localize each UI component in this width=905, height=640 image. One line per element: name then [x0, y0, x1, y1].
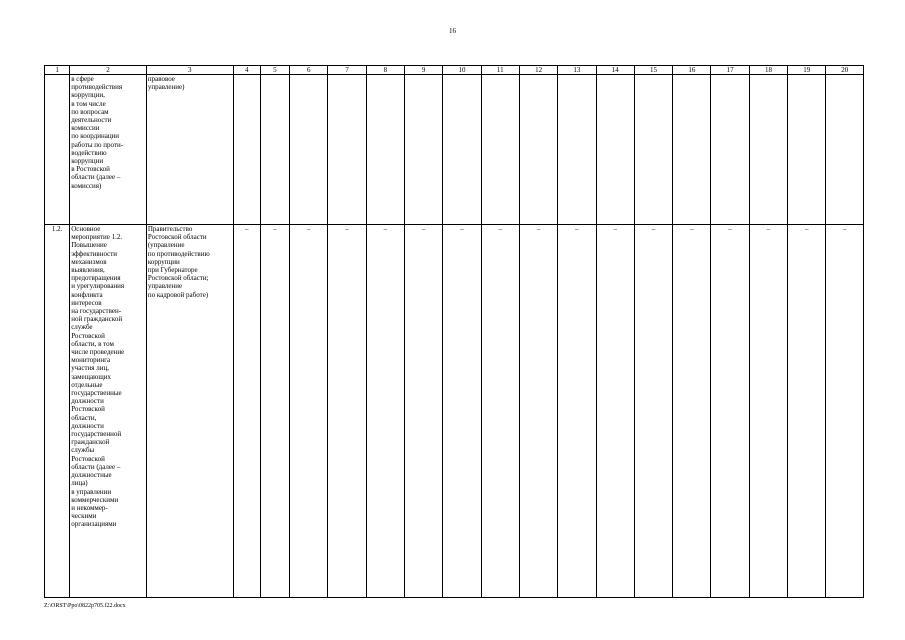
value-cell	[233, 75, 260, 225]
value-cell: –	[558, 225, 596, 598]
value-cell: –	[711, 225, 749, 598]
value-cell	[749, 75, 787, 225]
value-cell	[404, 75, 442, 225]
value-cell: –	[260, 225, 289, 598]
value-cell: –	[366, 225, 404, 598]
column-number-cell: 17	[711, 66, 749, 75]
column-number-cell: 18	[749, 66, 787, 75]
value-cell: –	[596, 225, 634, 598]
file-path-footer: Z:\ORST\Ppo\0822p705.f22.docx	[44, 603, 126, 609]
column-number-cell: 2	[70, 66, 147, 75]
column-number-cell: 4	[233, 66, 260, 75]
executor-cell	[146, 225, 233, 598]
value-cell: –	[233, 225, 260, 598]
executor-text: Правительство Ростовской области (управление по противодействию коррупции при Губернаторе Ростовской области; управление по кадровой работе)	[147, 225, 210, 299]
measure-name-cell	[70, 75, 147, 225]
value-cell: –	[519, 225, 557, 598]
column-number-cell: 3	[146, 66, 233, 75]
value-cell	[788, 75, 826, 225]
value-cell	[634, 75, 672, 225]
table-row	[45, 75, 864, 225]
column-number-cell: 12	[519, 66, 557, 75]
value-cell	[596, 75, 634, 225]
value-cell: –	[634, 225, 672, 598]
column-number-cell: 6	[290, 66, 328, 75]
column-number-cell: 15	[634, 66, 672, 75]
value-cell: –	[328, 225, 366, 598]
column-number-cell: 14	[596, 66, 634, 75]
value-cell: –	[404, 225, 442, 598]
value-cell	[481, 75, 519, 225]
column-number-cell: 20	[826, 66, 864, 75]
column-number-cell: 13	[558, 66, 596, 75]
table-body	[45, 66, 864, 598]
measure-name-text: в сфере противодействия коррупции, в том числе по вопросам деятельности комиссии по координации работы по проти- водействию коррупции в Ростовской области (далее – комиссия)	[71, 75, 124, 190]
executor-text: правовое управление)	[147, 75, 185, 92]
value-cell: –	[443, 225, 481, 598]
column-number-cell: 16	[673, 66, 711, 75]
value-cell	[826, 75, 864, 225]
value-cell	[366, 75, 404, 225]
value-cell	[443, 75, 481, 225]
value-cell	[260, 75, 289, 225]
value-cell	[519, 75, 557, 225]
value-cell	[290, 75, 328, 225]
column-number-cell: 9	[404, 66, 442, 75]
page-number: 16	[449, 27, 456, 35]
column-number-cell: 19	[788, 66, 826, 75]
row-number-cell	[45, 75, 70, 225]
column-number-cell: 8	[366, 66, 404, 75]
measures-table	[44, 65, 864, 598]
value-cell	[328, 75, 366, 225]
column-number-cell: 10	[443, 66, 481, 75]
row-number-cell: 1.2.	[45, 225, 70, 598]
value-cell: –	[290, 225, 328, 598]
executor-cell	[146, 75, 233, 225]
value-cell: –	[788, 225, 826, 598]
column-number-row	[45, 66, 864, 75]
value-cell: –	[749, 225, 787, 598]
column-number-cell: 11	[481, 66, 519, 75]
value-cell: –	[826, 225, 864, 598]
column-number-cell: 1	[45, 66, 70, 75]
value-cell: –	[481, 225, 519, 598]
column-number-cell: 5	[260, 66, 289, 75]
value-cell	[673, 75, 711, 225]
value-cell	[711, 75, 749, 225]
measure-name-cell	[70, 225, 147, 598]
column-number-cell: 7	[328, 66, 366, 75]
table-row	[45, 225, 864, 598]
value-cell: –	[673, 225, 711, 598]
value-cell	[558, 75, 596, 225]
measure-name-text: Основное мероприятие 1.2. Повышение эффективности механизмов выявления, предотвращения и урегулирования конфликта интересов на государствен- ной гражданской службе Ростовской области, в том числе проведение мониторинга участия лиц, замещающих отдельные государственные должности Ростовской области, должности государственной гражданской службы Ростовской области (далее – должностные лица) в управлении коммерческими и некоммер- ческими организациями	[71, 225, 125, 529]
